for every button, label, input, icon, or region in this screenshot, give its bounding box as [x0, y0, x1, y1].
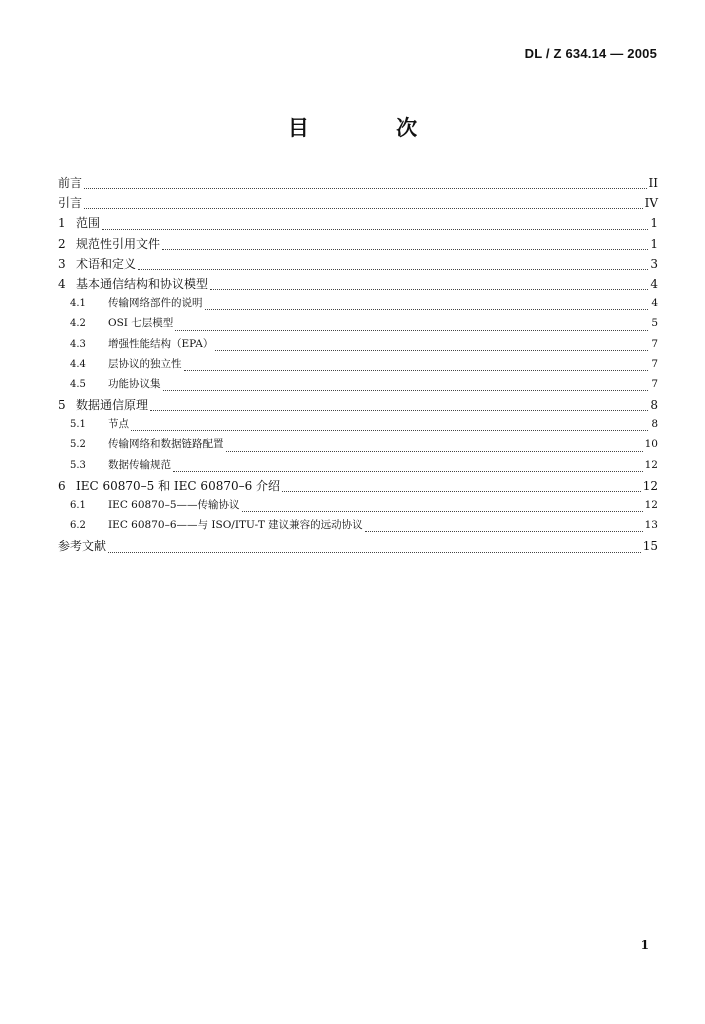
- toc-entry-title: 传输网络部件的说明: [108, 297, 203, 310]
- toc-title: 目 次: [287, 115, 458, 140]
- toc-entry-number: 5: [58, 398, 66, 413]
- toc-entry[interactable]: [58, 174, 658, 194]
- toc-entry-title: 范围: [76, 216, 101, 231]
- toc-entry[interactable]: [58, 336, 658, 356]
- leader-dots: [84, 188, 647, 189]
- toc-entry-title: IEC 60870–6——与 ISO/ITU-T 建议兼容的远动协议: [108, 519, 363, 532]
- toc-entry-title: 数据传输规范: [108, 458, 171, 471]
- toc-entry-title: 引言: [58, 196, 83, 211]
- toc-entry-title: 层协议的独立性: [108, 357, 182, 370]
- leader-dots: [242, 511, 643, 512]
- leader-dots: [215, 350, 648, 351]
- toc-entry-title: 参考文献: [58, 539, 107, 554]
- leader-dots: [102, 229, 648, 230]
- toc-entry[interactable]: [58, 214, 658, 234]
- toc-entry-page: 13: [644, 519, 658, 532]
- toc-entry[interactable]: [58, 255, 658, 275]
- toc-entry[interactable]: [58, 436, 658, 456]
- toc-entry-number: 5.2: [70, 439, 86, 451]
- toc-entry-title: OSI 七层模型: [108, 317, 174, 330]
- toc-entry[interactable]: [58, 295, 658, 315]
- toc-entry-page: 7: [651, 337, 658, 350]
- leader-dots: [108, 552, 641, 553]
- leader-dots: [163, 390, 649, 391]
- leader-dots: [175, 330, 648, 331]
- toc-entry-page: II: [648, 176, 658, 190]
- standard-code: DL / Z 634.14 — 2005: [524, 46, 657, 61]
- toc-entry-title: 前言: [58, 176, 83, 190]
- toc-entry[interactable]: [58, 457, 658, 477]
- toc-entry-page: IV: [644, 196, 658, 211]
- toc-entry-number: 5.3: [70, 459, 86, 471]
- toc-entry-number: 4.4: [70, 358, 86, 370]
- leader-dots: [84, 208, 643, 209]
- toc-entry-page: 12: [642, 478, 658, 493]
- toc-entry-number: 1: [58, 216, 66, 231]
- toc-entry[interactable]: [58, 497, 658, 517]
- toc-entry[interactable]: [58, 376, 658, 396]
- toc-entry-title: 传输网络和数据链路配置: [108, 438, 224, 451]
- toc-entry-number: 5.1: [70, 419, 86, 431]
- toc-entry[interactable]: [58, 396, 658, 416]
- toc-entry-title: 功能协议集: [108, 377, 161, 390]
- toc-entry[interactable]: [58, 235, 658, 255]
- toc-entry-page: 12: [644, 499, 658, 511]
- leader-dots: [226, 451, 643, 452]
- toc-entry-page: 15: [642, 539, 658, 554]
- toc-entry[interactable]: [58, 194, 658, 214]
- toc-entry-title: 规范性引用文件: [76, 236, 161, 251]
- toc-entry-title: 基本通信结构和协议模型: [76, 276, 209, 291]
- leader-dots: [162, 249, 648, 250]
- page-number: 1: [640, 938, 649, 952]
- toc-entry-title: IEC 60870–5——传输协议: [108, 499, 240, 511]
- leader-dots: [131, 430, 648, 431]
- toc-entry[interactable]: [58, 537, 658, 557]
- leader-dots: [173, 471, 643, 472]
- toc-entry-page: 4: [650, 276, 658, 291]
- toc-entry-page: 8: [651, 418, 658, 431]
- toc-entry[interactable]: [58, 416, 658, 436]
- toc-entry-page: 7: [651, 357, 658, 370]
- toc-entry-number: 6: [58, 478, 66, 493]
- toc-entry-title: 增强性能结构（EPA）: [108, 337, 214, 350]
- toc-entry-title: 节点: [108, 418, 129, 431]
- toc-entry-number: 4: [58, 276, 66, 291]
- toc-entry-title: 数据通信原理: [76, 398, 149, 413]
- toc-entry-number: 6.1: [70, 500, 86, 511]
- toc-entry-title: 术语和定义: [76, 256, 137, 271]
- toc-entry-number: 3: [58, 256, 66, 271]
- toc-entry-page: 5: [651, 317, 658, 330]
- table-of-contents: [58, 174, 658, 558]
- toc-entry-page: 8: [650, 398, 658, 413]
- toc-entry-page: 7: [651, 377, 658, 390]
- leader-dots: [184, 370, 649, 371]
- toc-entry[interactable]: [58, 517, 658, 537]
- leader-dots: [138, 269, 648, 270]
- toc-entry-number: 6.2: [70, 520, 86, 532]
- toc-entry-page: 3: [650, 256, 658, 271]
- leader-dots: [210, 289, 648, 290]
- toc-entry-number: 4.5: [70, 378, 86, 390]
- toc-entry[interactable]: [58, 477, 658, 497]
- toc-entry-number: 2: [58, 236, 66, 251]
- leader-dots: [282, 491, 641, 492]
- leader-dots: [365, 531, 643, 532]
- toc-entry[interactable]: [58, 275, 658, 295]
- toc-entry-page: 4: [651, 297, 658, 310]
- toc-entry-page: 1: [650, 216, 658, 231]
- leader-dots: [150, 410, 648, 411]
- toc-entry-number: 4.1: [70, 298, 86, 310]
- toc-entry-page: 1: [650, 236, 658, 251]
- leader-dots: [205, 309, 649, 310]
- toc-entry-title: IEC 60870–5 和 IEC 60870–6 介绍: [76, 478, 281, 493]
- toc-entry-page: 10: [644, 438, 658, 451]
- toc-entry-number: 4.3: [70, 338, 86, 350]
- toc-entry-page: 12: [644, 458, 658, 471]
- toc-entry[interactable]: [58, 356, 658, 376]
- toc-entry-number: 4.2: [70, 318, 86, 330]
- toc-entry[interactable]: [58, 315, 658, 335]
